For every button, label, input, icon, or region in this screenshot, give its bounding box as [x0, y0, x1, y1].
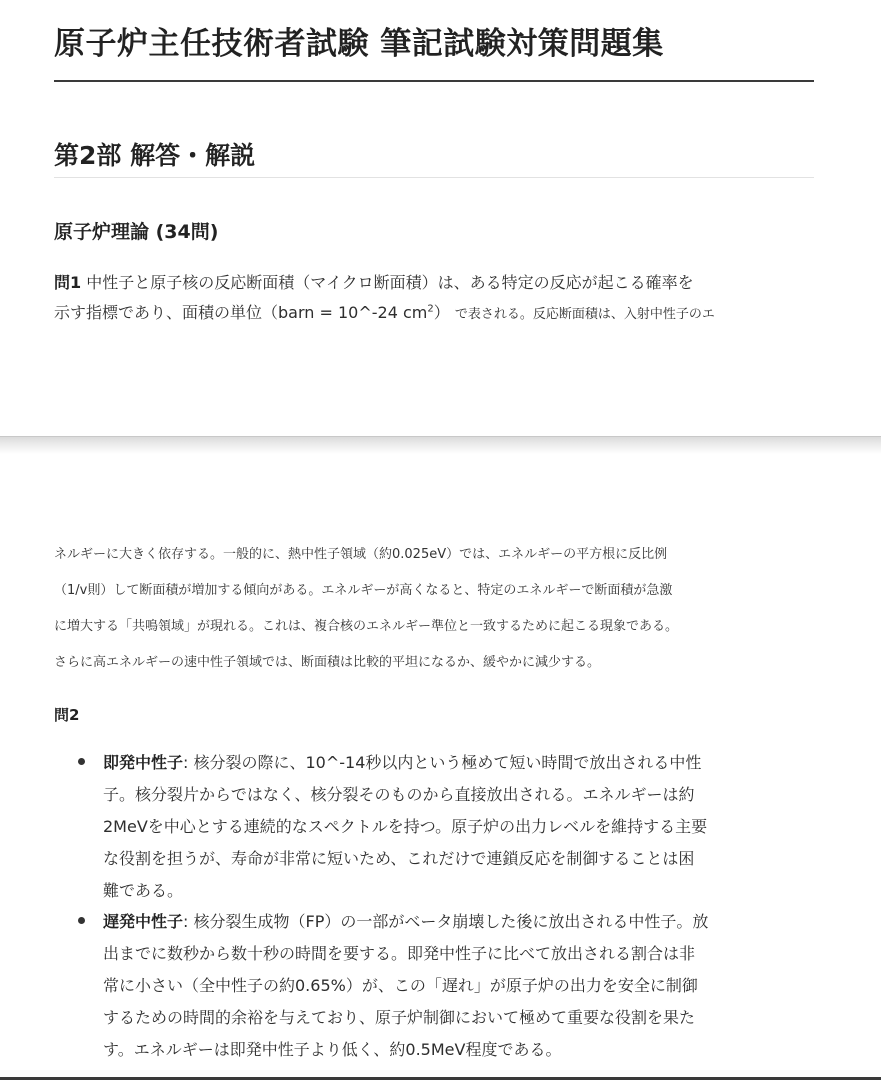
bullet-text: : 核分裂生成物（FP）の一部がベータ崩壊した後に放出される中性子。放 [183, 912, 709, 931]
bullet-text: : 核分裂の際に、10^-14秒以内という極めて短い時間で放出される中性 [183, 753, 702, 772]
bullet-line: するための時間的余裕を与えており、原子炉制御において極めて重要な役割を果た [103, 1008, 696, 1027]
part-heading: 第2部 解答・解説 [54, 141, 256, 170]
title-divider [54, 80, 814, 82]
bullet-line [103, 906, 708, 938]
bullet-line: 常に小さい（全中性子の約0.65%）が、この「遅れ」が原子炉の出力を安全に制御 [103, 976, 698, 995]
q1-continuation-line: ネルギーに大きく依存する。一般的に、熱中性子領域（約0.025eV）では、エネルギーの平方根に反比例 [54, 547, 668, 562]
bullet-line: な役割を担うが、寿命が非常に短いため、これだけで連鎖反応を制御することは困 [103, 849, 695, 868]
q1-text-1: 中性子と原子核の反応断面積（マイクロ断面積）は、ある特定の反応が起こる確率を [81, 273, 694, 292]
bullet-line: 難である。 [103, 881, 184, 900]
q1-continuation-line: に増大する「共鳴領域」が現れる。これは、複合核のエネルギー準位と一致するために起こる現象である。 [54, 619, 679, 634]
bullet-dot-icon [78, 917, 85, 924]
q1-text-2-small: で表される。反応断面積は、入射中性子のエ [454, 307, 715, 322]
q1-continuation-line: （1/v則）して断面積が増加する傾向がある。エネルギーが高くなると、特定のエネルギーで断面積が急激 [54, 583, 673, 598]
bullet-term: 遅発中性子 [103, 912, 184, 931]
q1-paragraph-line-2 [54, 298, 819, 330]
q1-paragraph-line-1 [54, 268, 819, 298]
section-heading: 原子炉理論 (34問) [54, 221, 219, 243]
page-break-line [0, 436, 881, 437]
bullet-dot-icon [78, 758, 85, 765]
q1-text-2a: 示す指標であり、面積の単位（barn = 10^-24 cm [54, 303, 428, 322]
bullet-line: す。エネルギーは即発中性子より低く、約0.5MeV程度である。 [103, 1040, 562, 1059]
q2-label: 問2 [54, 706, 80, 724]
bullet-line: 出までに数秒から数十秒の時間を要する。即発中性子に比べて放出される割合は非 [103, 944, 696, 963]
q1-superscript: 2 [427, 303, 434, 315]
q1-label: 問1 [54, 273, 82, 292]
bullet-line [103, 747, 701, 779]
bullet-term: 即発中性子 [103, 753, 184, 772]
q1-text-2b: ） [433, 303, 450, 322]
q1-continuation-line: さらに高エネルギーの速中性子領域では、断面積は比較的平坦になるか、緩やかに減少する。 [54, 655, 601, 670]
page-break-gap [0, 436, 881, 454]
part-divider [54, 177, 814, 178]
bullet-line: 2MeVを中心とする連続的なスペクトルを持つ。原子炉の出力レベルを維持する主要 [103, 817, 708, 836]
document-title: 原子炉主任技術者試験 筆記試験対策問題集 [54, 26, 664, 62]
bullet-line: 子。核分裂片からではなく、核分裂そのものから直接放出される。エネルギーは約 [103, 785, 695, 804]
